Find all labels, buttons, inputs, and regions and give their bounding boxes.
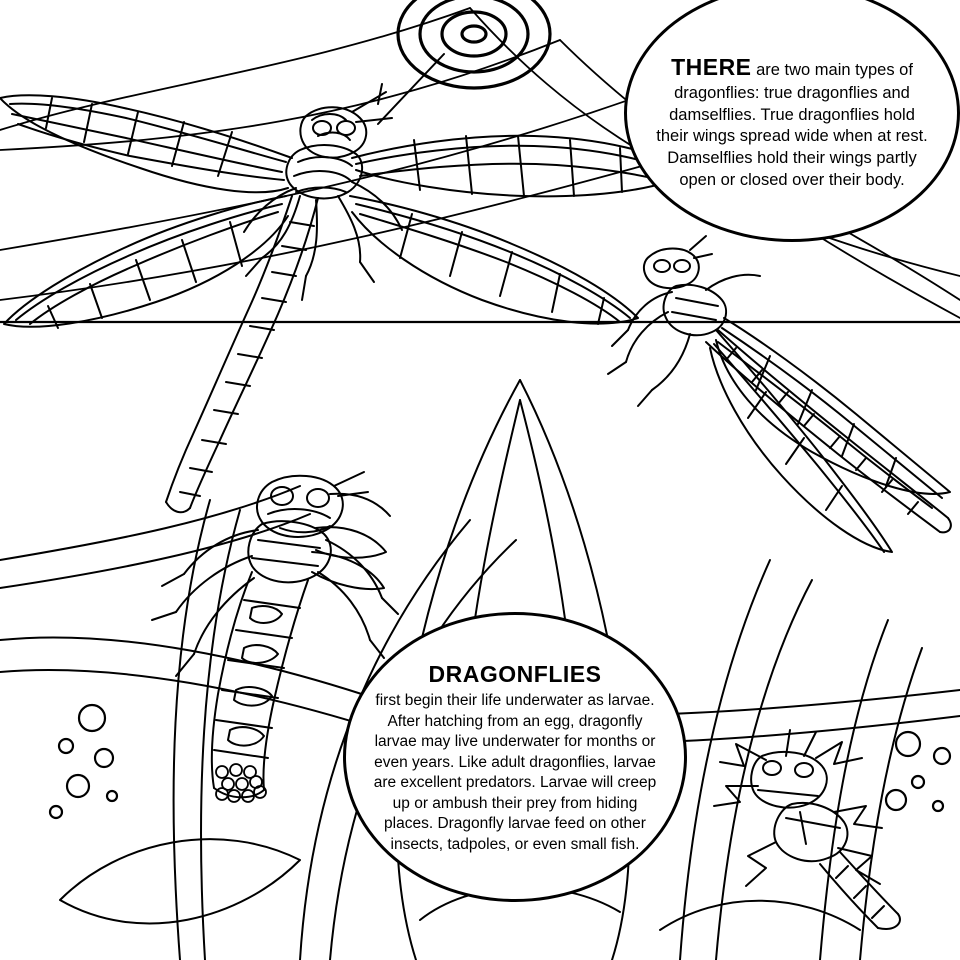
- adult-dragonfly-large: [0, 84, 692, 512]
- target-circles: [398, 0, 550, 88]
- callout-there-body: are two main types of dragonflies: true dragonflies and damselflies. True dragonflies hold their wings spread wide when at rest. Damselflies hold their wings partly open or closed over their body.: [656, 61, 928, 189]
- dragonfly-larva-underwater: [714, 730, 900, 929]
- callout-dragonflies-body: first begin their life underwater as larvae. After hatching from an egg, dragonfly larvae may live underwater for months or even years. Like adult dragonflies, larvae are excellent predators. Larvae will creep up or ambush their prey from hiding places. Dragonfly larvae feed on other insects, tadpoles, or even small fish.: [373, 692, 657, 853]
- callout-dragonflies: [343, 612, 687, 902]
- callout-dragonflies-text: [346, 659, 684, 855]
- callout-there-text: [627, 34, 957, 191]
- callout-dragonflies-lead: DRAGONFLIES: [428, 661, 602, 687]
- callout-there-lead: THERE: [671, 54, 752, 81]
